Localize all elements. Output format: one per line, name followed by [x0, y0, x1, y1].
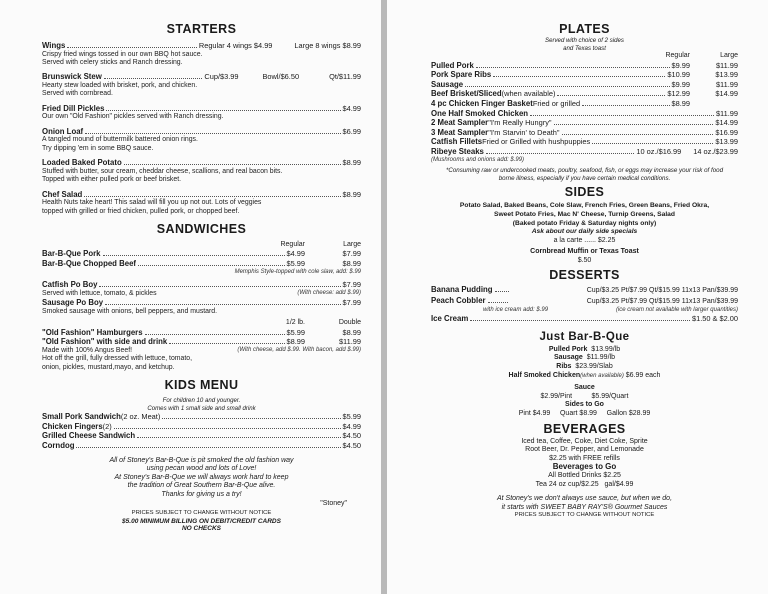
starter-wings — [42, 41, 361, 67]
item-price: Qt/$11.99 — [329, 72, 361, 82]
item-price: $14.99 — [715, 89, 738, 99]
item-price: $13.99 — [715, 137, 738, 147]
sandwich-sausage-po-boy — [42, 298, 361, 308]
sides-title: SIDES — [564, 185, 605, 200]
item-price: $16.99 — [715, 127, 738, 137]
sandwich-catfish-po-boy — [42, 280, 361, 290]
item-price: $13.99/lb — [591, 345, 621, 353]
item-price: $7.99 — [342, 298, 361, 308]
plates-title: PLATES — [559, 22, 610, 36]
item-description: Served with celery sticks and Ranch dressing. — [42, 59, 183, 66]
item-price: $4.99 — [342, 103, 361, 113]
sauce-title: Sauce — [574, 384, 595, 392]
just-bbq-pork — [431, 346, 738, 355]
plate-item — [431, 61, 738, 71]
item-price: $11.99 — [715, 60, 738, 70]
starters-title: STARTERS — [166, 22, 237, 36]
item-description: Crispy fried wings tossed in our own BBQ hot sauce. — [42, 50, 203, 58]
just-bbq-title: Just Bar-B-Que — [539, 330, 630, 343]
sides-a-la-carte: a la carte ...... $2.25 — [553, 236, 616, 244]
item-description: Hearty stew loaded with brisket, pork, and chicken. — [42, 82, 198, 89]
sandwich-bbq-chopped-beef — [42, 259, 361, 269]
plate-ribeye-steaks — [431, 147, 738, 157]
sides-to-go-prices: Pint $4.99 Quart $8.99 Gallon $28.99 — [518, 410, 651, 417]
footer-line: PRICES SUBJECT TO CHANGE WITHOUT NOTICE — [131, 510, 272, 517]
item-price: $11.99/lb — [586, 354, 615, 362]
plates-subtitle: and Texas toast — [563, 44, 606, 52]
item-name: Catfish Fillets — [431, 137, 483, 147]
column-header: Regular — [665, 52, 690, 60]
memphis-note: Memphis Style-topped with cole slaw, add: $.99 — [234, 268, 361, 275]
plate-2-meat-sampler — [431, 118, 738, 128]
sauce-slogan: At Stoney's we don't always use sauce, but when we do, — [496, 495, 673, 503]
item-description: A tangled mound of buttermilk battered onion rings. — [42, 136, 198, 144]
story-line: Thanks for giving us a try! — [161, 490, 242, 498]
plates-column-headers — [431, 52, 738, 60]
burger-with-side — [42, 337, 361, 347]
item-description: Served with cornbread. — [42, 90, 113, 98]
item-description: Topped with either pulled pork or beef brisket. — [42, 176, 182, 184]
just-bbq-ribs — [431, 363, 738, 372]
item-name: Brunswick Stew — [42, 72, 102, 82]
story-line: the tradition of Great Southern Bar-B-Que alive. — [127, 482, 276, 490]
sauce-slogan: it starts with SWEET BABY RAY'S® Gourmet Sauces — [501, 503, 668, 511]
item-extra: (when available) — [501, 89, 556, 99]
item-price: Regular 4 wings $4.99 — [198, 41, 273, 50]
item-price: $6.99 — [342, 126, 361, 136]
item-name: Sausage — [431, 79, 464, 89]
item-name: Half Smoked Chicken — [508, 371, 581, 379]
dessert-peach-cobbler — [431, 296, 738, 307]
starter-loaded-baked-potato — [42, 158, 361, 184]
starter-brunswick-stew — [42, 72, 361, 98]
item-price: $4.50 — [342, 441, 361, 450]
kids-menu-title: KIDS MENU — [164, 378, 239, 393]
item-name: 4 pc Chicken Finger Basket — [431, 98, 533, 108]
beverage-list: Iced tea, Coffee, Coke, Diet Coke, Sprite — [521, 437, 648, 445]
item-price: Cup/$3.25 Pt/$7.99 Qt/$15.99 11x13 Pan/$39.99 — [586, 298, 738, 306]
burger-hamburgers — [42, 328, 361, 338]
item-name: Ribeye Steaks — [431, 146, 484, 156]
item-price: 14 oz./$23.99 — [693, 146, 738, 156]
item-price: Cup/$3.99 — [204, 72, 239, 82]
sides-specials: Ask about our daily side specials — [531, 228, 638, 236]
item-description: topped with grilled or fried chicken, pulled pork, or chopped beef. — [42, 207, 240, 215]
plates-subtitle: Served with choice of 2 sides — [545, 37, 624, 44]
item-price: $8.99 — [342, 158, 361, 168]
plate-item — [431, 89, 738, 99]
item-description: Served with lettuce, tomato, & pickles — [42, 289, 157, 297]
item-price: $6.99 each — [625, 371, 661, 379]
plate-catfish-fillets — [431, 137, 738, 147]
item-price: $4.99 — [286, 249, 305, 259]
item-price: $5.99 — [286, 327, 305, 337]
item-extra: Fried or Grilled with hushpuppies — [482, 137, 591, 147]
item-price: $5.99 — [342, 412, 361, 422]
burger-column-headers — [42, 319, 361, 327]
plate-3-meat-sampler — [431, 128, 738, 138]
item-description: Our own "Old Fashion" pickles served with Ranch dressing. — [42, 113, 224, 121]
menu-page-left — [0, 0, 381, 594]
desserts-title: DESSERTS — [549, 268, 620, 283]
kids-item — [42, 412, 361, 422]
menu-page-right — [387, 0, 768, 594]
item-name: Banana Pudding — [431, 285, 493, 295]
item-name: "Old Fashion" Hamburgers — [42, 327, 143, 337]
item-name: Sausage — [554, 354, 583, 362]
item-name: Pulled Pork — [548, 345, 588, 353]
item-description: Made with 100% Angus Beef! — [42, 346, 133, 354]
kids-item — [42, 441, 361, 451]
beverages-to-go-title: Beverages to Go — [552, 462, 617, 472]
item-name: One Half Smoked Chicken — [431, 108, 529, 118]
cornbread-price: $.50 — [577, 256, 592, 264]
sauce-prices: $2.99/Pint $5.99/Quart — [540, 392, 629, 400]
sandwiches-title: SANDWICHES — [156, 222, 247, 237]
column-header: 1/2 lb. — [285, 319, 305, 327]
item-name: Beef Brisket/Sliced — [431, 89, 502, 99]
item-price: $23.99/Slab — [575, 363, 613, 371]
kids-subtitle: For children 10 and younger. — [162, 397, 241, 405]
sides-list: Potato Salad, Baked Beans, Cole Slaw, French Fries, Green Beans, Fried Okra, — [459, 202, 710, 210]
item-price: Large 8 wings $8.99 — [294, 41, 361, 50]
bottled-drinks: All Bottled Drinks $2.25 — [548, 471, 621, 479]
item-name: Ribs — [556, 363, 572, 371]
story-line: All of Stoney's Bar-B-Que is pit smoked the old fashion way — [109, 456, 294, 464]
item-price: 10 oz./$16.99 — [636, 146, 682, 156]
item-description: Health Nuts take heart! This salad will fill you up not out. Lots of veggies — [42, 199, 262, 207]
item-price: Cup/$3.25 Pt/$7.99 Qt/$15.99 11x13 Pan/$39.99 — [586, 287, 738, 295]
item-name: Chicken Fingers — [42, 421, 103, 431]
beverages-title: BEVERAGES — [543, 421, 626, 436]
kids-item — [42, 431, 361, 441]
item-price: Bowl/$6.50 — [262, 72, 300, 82]
item-price: $12.99 — [667, 89, 690, 99]
plate-chicken-finger-basket — [431, 99, 738, 109]
item-name: Peach Cobbler — [431, 296, 486, 306]
item-price: $8.99 — [671, 98, 690, 108]
starter-fried-dill-pickles — [42, 104, 361, 122]
item-name: Pork Spare Ribs — [431, 70, 492, 80]
dessert-note: (ice cream not available with larger quantities) — [615, 306, 738, 313]
item-description: onion, pickles, mustard,mayo, and ketchup. — [42, 363, 175, 371]
owner-signature: "Stoney" — [320, 499, 347, 507]
consumption-warning: borne illness, especially if you have certain medical conditions. — [498, 174, 671, 182]
kids-subtitle: Comes with 1 small side and small drink — [147, 404, 256, 412]
item-extra: "I'm Starvin' to Death" — [488, 127, 560, 137]
burger-addon-note: (With cheese, add $.99. With bacon, add $.99) — [237, 346, 361, 353]
column-header: Regular — [280, 241, 305, 249]
item-description: Smoked sausage with onions, bell peppers, and mustard. — [42, 307, 218, 315]
item-name: Bar-B-Que Chopped Beef — [42, 259, 137, 269]
item-name: Catfish Po Boy — [42, 280, 98, 290]
item-description: Hot off the grill, fully dressed with lettuce, tomato, — [42, 355, 193, 363]
cheese-note: (With cheese: add $.99) — [297, 289, 361, 296]
item-extra: Fried or grilled — [532, 98, 581, 108]
just-bbq-chicken — [431, 372, 738, 381]
plate-half-chicken — [431, 109, 738, 119]
item-price: $11.99 — [715, 79, 738, 89]
beverage-list: Root Beer, Dr. Pepper, and Lemonade — [525, 446, 644, 454]
item-price: $13.99 — [715, 70, 738, 80]
sandwich-column-headers — [42, 241, 361, 249]
item-name: Wings — [42, 41, 66, 50]
item-price: $4.99 — [342, 421, 361, 431]
owner-story — [42, 457, 361, 509]
item-name: Ice Cream — [431, 314, 469, 324]
item-name: Fried Dill Pickles — [42, 103, 105, 113]
plate-item — [431, 80, 738, 90]
starter-chef-salad — [42, 190, 361, 216]
item-extra: (2) — [102, 421, 112, 431]
item-name: Pulled Pork — [431, 60, 474, 70]
item-extra: "I'm Really Hungry" — [488, 118, 552, 128]
sides-list: Sweet Potato Fries, Mac N' Cheese, Turnip Greens, Salad — [494, 210, 675, 218]
sides-note: (Baked potato Friday & Saturday nights only) — [512, 219, 657, 227]
item-extra: (2 oz. Meat) — [120, 412, 161, 422]
column-header: Large — [343, 241, 361, 249]
sandwich-bbq-pork — [42, 249, 361, 259]
starter-onion-loaf — [42, 127, 361, 153]
story-line: At Stoney's Bar-B-Que we will always work hard to keep — [114, 473, 289, 481]
item-price: $4.50 — [342, 431, 361, 441]
item-price: $9.99 — [671, 60, 690, 70]
item-name: Chef Salad — [42, 189, 83, 199]
item-name: 3 Meat Sampler — [431, 127, 489, 137]
item-price: $10.99 — [667, 70, 690, 80]
item-name: Small Pork Sandwich — [42, 412, 121, 422]
ribeye-note: (Mushrooms and onions add: $.99) — [431, 156, 525, 163]
footer-line: $5.00 MINIMUM BILLING ON DEBIT/CREDIT CARDS — [122, 517, 281, 525]
beverage-refills: $2.25 with FREE refills — [549, 454, 620, 462]
item-name: Onion Loaf — [42, 126, 84, 136]
item-price: $7.99 — [342, 280, 361, 290]
left-footer — [42, 510, 361, 533]
item-price: $8.99 — [342, 189, 361, 199]
plate-item — [431, 70, 738, 80]
column-header: Large — [720, 52, 738, 60]
item-name: Grilled Cheese Sandwich — [42, 431, 136, 441]
column-header: Double — [338, 319, 361, 327]
footer-line: NO CHECKS — [181, 525, 221, 533]
dessert-ice-cream — [431, 314, 738, 324]
item-name: Corndog — [42, 441, 75, 450]
item-note: (when available) — [580, 372, 624, 379]
item-price: $14.99 — [715, 118, 738, 128]
item-price: $11.99 — [715, 108, 738, 118]
item-name: 2 Meat Sampler — [431, 118, 489, 128]
item-name: Sausage Po Boy — [42, 298, 104, 308]
footer-line: PRICES SUBJECT TO CHANGE WITHOUT NOTICE — [514, 512, 655, 519]
item-name: Loaded Baked Potato — [42, 158, 122, 168]
item-price: $5.99 — [286, 259, 305, 269]
tea-prices: Tea 24 oz cup/$2.25 gal/$4.99 — [535, 480, 634, 488]
cornbread-item: Cornbread Muffin or Texas Toast — [530, 248, 639, 256]
item-price: $8.99 — [342, 259, 361, 269]
kids-item — [42, 422, 361, 432]
item-name: Bar-B-Que Pork — [42, 249, 101, 259]
item-name: "Old Fashion" with side and drink — [42, 337, 168, 347]
item-price: $1.50 & $2.00 — [691, 314, 738, 324]
item-description: Try dipping 'em in some BBQ sauce. — [42, 144, 154, 152]
consumption-warning: *Consuming raw or undercooked meats, poultry, seafood, fish, or eggs may increase your risk of food — [445, 167, 724, 175]
item-price: $8.99 — [342, 327, 361, 337]
item-price: $11.99 — [338, 337, 361, 347]
item-price: $9.99 — [671, 79, 690, 89]
kids-menu-list — [42, 412, 361, 450]
dessert-note: with ice cream add: $.99 — [483, 306, 549, 313]
dessert-banana-pudding — [431, 285, 738, 296]
just-bbq-sausage — [431, 354, 738, 363]
item-price: $7.99 — [342, 249, 361, 259]
item-price: $8.99 — [286, 337, 305, 347]
story-line: using pecan wood and lots of Love! — [146, 465, 257, 473]
item-description: Stuffed with butter, sour cream, cheddar cheese, scallions, and real bacon bits. — [42, 167, 283, 175]
sides-to-go-title: Sides to Go — [565, 401, 604, 409]
